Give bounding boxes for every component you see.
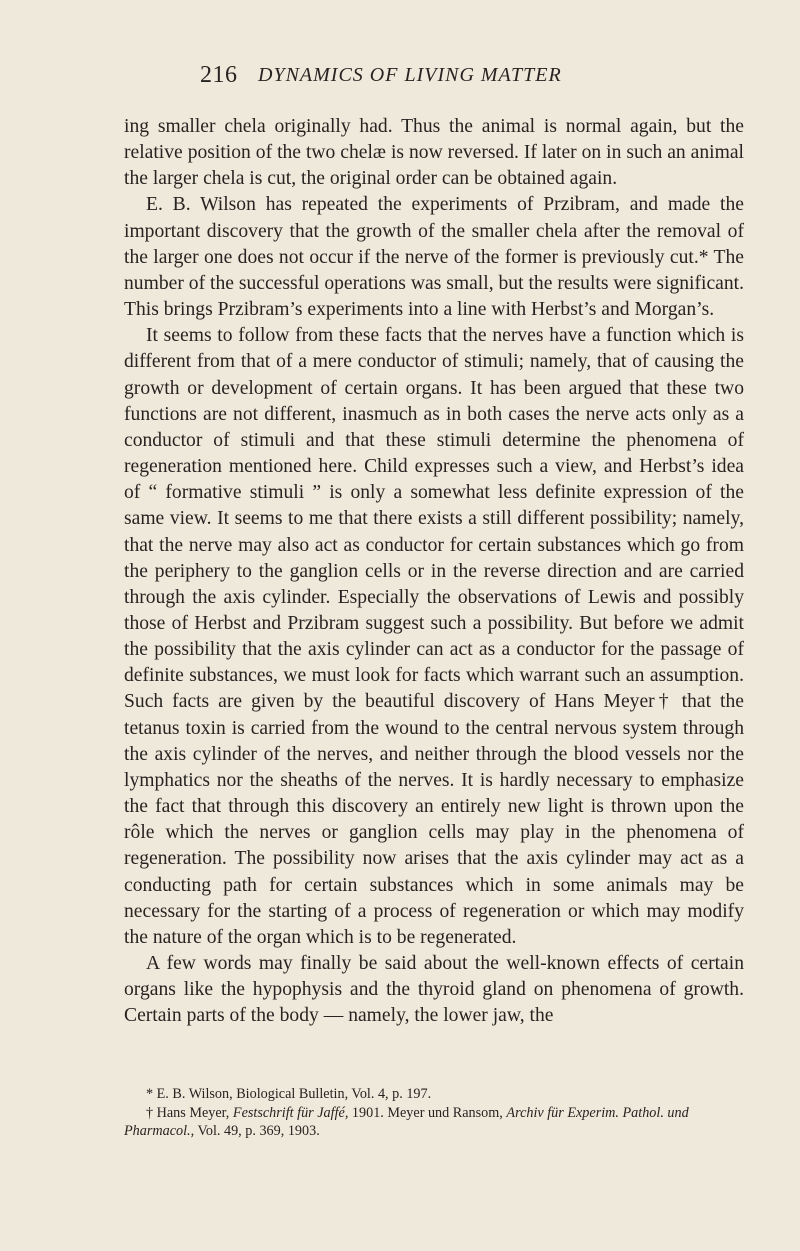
page-header: [0, 62, 800, 94]
journal-title: Archiv für Experim. Pathol. und Pharmacol.,: [124, 1104, 689, 1139]
footnote-text: Vol. 49, p. 369, 1903.: [194, 1123, 320, 1139]
footnote: [124, 1104, 744, 1141]
paragraph: It seems to follow from these facts that the nerves have a function which is different from that of a mere conductor of stimuli; namely, that of causing the growth or development of certain organs. It has been argued that these two functions are not different, inasmuch as in both cases the nerve acts only as a conductor of stimuli and that these stimuli determine the phenomena of regeneration mentioned here. Child expresses such a view, and Herbst’s idea of “ formative stimuli ” is only a somewhat less definite expression of the same view. It seems to me that there exists a still different possibility; namely, that the nerve may also act as conductor for certain substances which go from the periphery to the ganglion cells or in the reverse direction and are carried through the axis cylinder. Especially the observations of Lewis and possibly those of Herbst and Przibram suggest such a possibility. But before we admit the possibility that the axis cylinder can act as a conductor for the passage of definite substances, we must look for facts which warrant such an assumption. Such facts are given by the beautiful discovery of Hans Meyer† that the tetanus toxin is carried from the wound to the central nervous system through the axis cylinder of the nerves, and neither through the blood vessels nor the lymphatics nor the sheaths of the nerves. It is hardly necessary to emphasize the fact that through this discovery an entirely new light is thrown upon the rôle which the nerves or ganglion cells may play in the phenomena of regeneration. The possibility now arises that the axis cylinder may act as a conducting path for certain substances which in some animals may be necessary for the starting of a process of regeneration or which may modify the nature of the organ which is to be regenerated.: [124, 325, 744, 948]
body-text: [124, 114, 744, 1029]
footnote: * E. B. Wilson, Biological Bulletin, Vol. 4, p. 197.: [146, 1086, 432, 1102]
paragraph: E. B. Wilson has repeated the experiments of Przibram, and made the important discovery that the growth of the smaller chela after the removal of the larger one does not occur if the nerve of the former is previously cut.* The number of the successful operations was small, but the results were significant. This brings Przibram’s experiments into a line with Herbst’s and Morgan’s.: [124, 194, 744, 321]
paragraph: ing smaller chela originally had. Thus the animal is normal again, but the relative position of the two chelæ is now reversed. If later on in such an animal the larger chela is cut, the original order can be obtained again.: [124, 116, 744, 190]
paragraph: A few words may finally be said about the well-known effects of certain organs like the hypophysis and the thyroid gland on phenomena of growth. Certain parts of the body — namely, the lower jaw, the: [124, 953, 744, 1027]
journal-title: Festschrift für Jaffé,: [232, 1104, 349, 1121]
footnotes: [124, 1085, 744, 1141]
footnote-text: 1901. Meyer und Ransom,: [348, 1104, 507, 1121]
page-number: 216: [200, 62, 238, 88]
running-head: DYNAMICS OF LIVING MATTER: [258, 64, 562, 86]
footnote-text: † Hans Meyer,: [146, 1104, 233, 1121]
